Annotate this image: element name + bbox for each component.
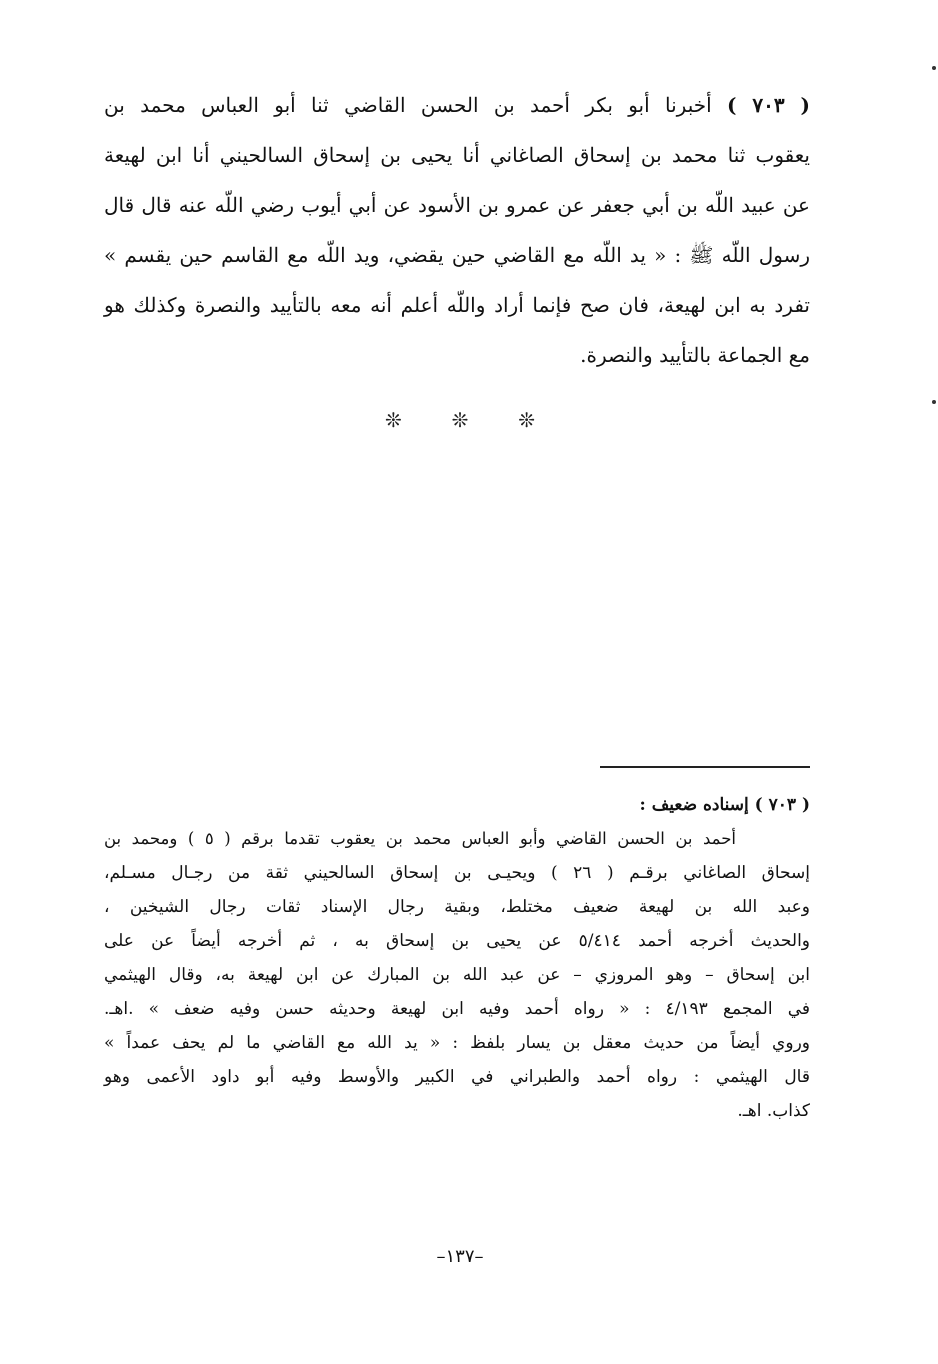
hadith-line-1-text: أخبرنا أبو بكر أحمد بن الحسن القاضي ثنا أبو العباس محمد بن [104,93,712,117]
footnote-line-6: في المجمع ٤/١٩٣ : « رواه أحمد وفيه ابن لهيعة وحديثه حسن وفيه ضعف » .اهـ. [104,999,810,1019]
hadith-line-2: يعقوب ثنا محمد بن إسحاق الصاغاني أنا يحيى بن إسحاق السالحيني أنا ابن لهيعة [104,143,810,167]
section-separator [385,408,535,432]
page-number: –١٣٧– [436,1246,484,1267]
asterisk-ornament: ❊ [385,408,402,432]
footnote-line-7: وروي أيضاً من حديث معقل بن يسار بلفظ : « يد الله مع القاضي ما لم يحف عمداً » [104,1033,810,1053]
footnote-heading: ( ٧٠٣ ) إسناده ضعيف : [639,795,810,815]
scan-speck [932,400,936,404]
hadith-line-5: تفرد به ابن لهيعة، فان صح فإنما أراد واللّه أعلم أنه معه بالتأييد والنصرة وكذلك هو [104,293,810,317]
footnote-line-5: ابن إسحاق – وهو المروزي – عن عبد الله بن المبارك عن ابن لهيعة به، وقال الهيثمي [104,965,810,985]
asterisk-ornament: ❊ [518,408,535,432]
footnote-line-9: كذاب. اهـ. [737,1101,810,1121]
footnote-line-8: قال الهيثمي : رواه أحمد والطبراني في الكبير والأوسط وفيه أبو داود الأعمى وهو [104,1067,810,1087]
footnote-line-4: والحديث أخرجه أحمد ٥/٤١٤ عن يحيى بن إسحاق به ، ثم أخرجه أيضاً عن على [104,931,810,951]
hadith-line-3: عن عبيد اللّه بن أبي جعفر عن عمرو بن الأسود عن أبي أيوب رضي اللّه عنه قال قال [104,193,810,217]
footnote-line-1: أحمد بن الحسن القاضي وأبو العباس محمد بن يعقوب تقدما برقم ( ٥ ) ومحمد بن [104,829,736,848]
asterisk-ornament: ❊ [451,408,469,432]
footnote [104,788,810,1128]
hadith-line-4: رسول اللّه ﷺ : « يد اللّه مع القاضي حين يقضي، ويد اللّه مع القاسم حين يقسم » [104,243,810,267]
footnote-divider [600,766,810,768]
hadith-text [104,80,810,380]
footnote-line-3: وعبد الله بن لهيعة ضعيف مختلط، وبقية رجال الإسناد ثقات رجال الشيخين ، [104,897,810,917]
scan-speck [932,66,936,70]
hadith-line-6: مع الجماعة بالتأييد والنصرة. [580,343,810,367]
hadith-number: ( ٧٠٣ ) [726,93,810,117]
footnote-line-2: إسحاق الصاغاني برقـم ( ٢٦ ) ويحيـى بن إسحاق السالحيني ثقة من رجـال مسـلم، [104,863,810,883]
hadith-line-1 [104,80,810,130]
